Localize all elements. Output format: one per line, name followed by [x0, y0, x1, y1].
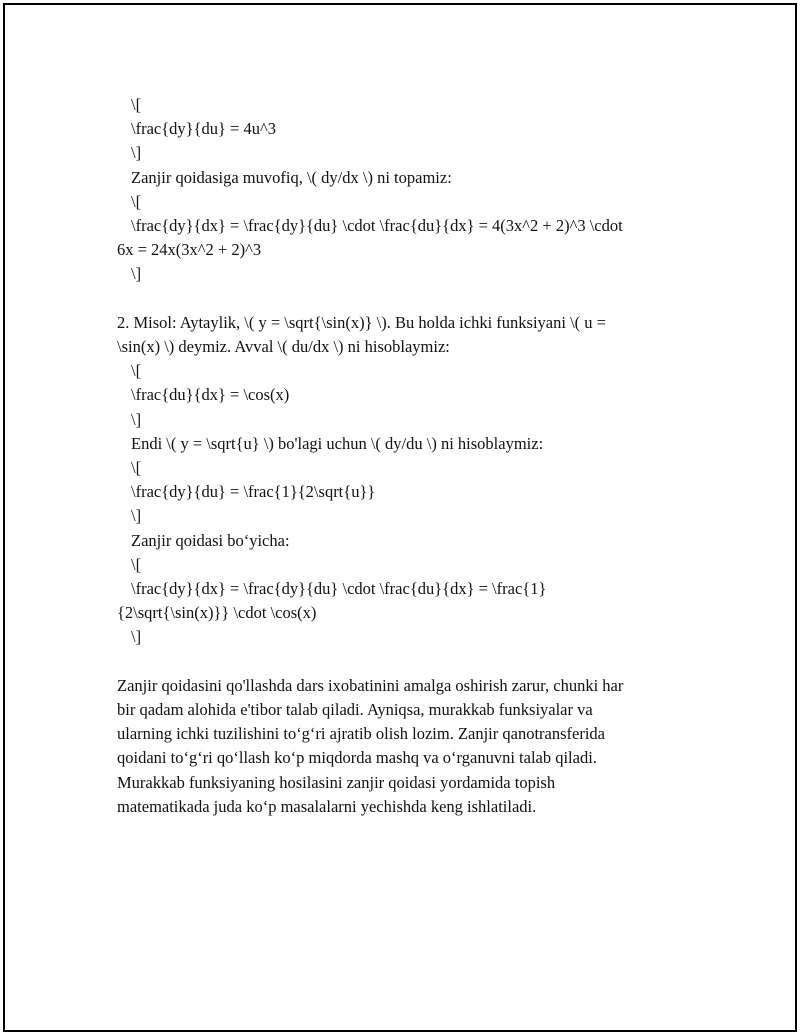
- example-2-intro-line-2: \sin(x) \) deymiz. Avval \( du/dx \) ni hisoblaymiz:: [117, 337, 450, 357]
- dy-du-text: Endi \( y = \sqrt{u} \) bo'lagi uchun \( dy/du \) ni hisoblaymiz:: [131, 433, 544, 453]
- math-close-bracket: \]: [131, 627, 142, 647]
- chain-rule-heading: Zanjir qoidasi bo‘yicha:: [131, 530, 290, 550]
- formula-dy-du: \frac{dy}{du} = 4u^3: [131, 119, 276, 139]
- math-close-bracket: \]: [131, 409, 142, 429]
- chain-rule-text: Zanjir qoidasiga muvofiq, \( dy/dx \) ni topamiz:: [131, 167, 452, 187]
- math-close-bracket: \]: [131, 506, 142, 526]
- example-1-block: [117, 93, 697, 287]
- example-2-intro-line-1: 2. Misol: Aytaylik, \( y = \sqrt{\sin(x)} \). Bu holda ichki funksiyani \( u =: [117, 312, 606, 332]
- math-open-bracket: \[: [131, 191, 142, 211]
- spacer: [117, 287, 697, 311]
- conclusion-paragraph: [117, 674, 697, 819]
- math-open-bracket: \[: [131, 95, 142, 114]
- formula-dy-du-sqrt: \frac{dy}{du} = \frac{1}{2\sqrt{u}}: [131, 482, 376, 502]
- conclusion-line: ularning ichki tuzilishini to‘g‘ri ajratib olish lozim. Zanjir qanotransferida: [117, 724, 605, 744]
- math-open-bracket: \[: [131, 554, 142, 574]
- conclusion-line: Zanjir qoidasini qo'llashda dars ixobatinini amalga oshirish zarur, chunki har: [117, 675, 624, 695]
- formula-dy-dx-line-1: \frac{dy}{dx} = \frac{dy}{du} \cdot \frac{du}{dx} = \frac{1}: [131, 579, 547, 599]
- formula-dy-dx-line-2: {2\sqrt{\sin(x)}} \cdot \cos(x): [117, 603, 317, 623]
- conclusion-line: qoidani to‘g‘ri qo‘llash ko‘p miqdorda mashq va o‘rganuvni talab qiladi.: [117, 748, 597, 768]
- math-open-bracket: \[: [131, 361, 142, 381]
- math-close-bracket: \]: [131, 143, 142, 163]
- formula-dy-dx-line-1: \frac{dy}{dx} = \frac{dy}{du} \cdot \frac{du}{dx} = 4(3x^2 + 2)^3 \cdot: [131, 216, 623, 236]
- formula-du-dx: \frac{du}{dx} = \cos(x): [131, 385, 290, 405]
- document-body: [117, 93, 697, 819]
- example-2-block: [117, 311, 697, 650]
- formula-dy-dx-line-2: 6x = 24x(3x^2 + 2)^3: [117, 240, 262, 260]
- conclusion-line: matematikada juda ko‘p masalalarni yechishda keng ishlatiladi.: [117, 796, 537, 816]
- conclusion-line: bir qadam alohida e'tibor talab qiladi. Ayniqsa, murakkab funksiyalar va: [117, 700, 593, 720]
- math-close-bracket: \]: [131, 264, 142, 284]
- conclusion-line: Murakkab funksiyaning hosilasini zanjir qoidasi yordamida topish: [117, 772, 556, 792]
- math-open-bracket: \[: [131, 458, 142, 478]
- spacer: [117, 650, 697, 674]
